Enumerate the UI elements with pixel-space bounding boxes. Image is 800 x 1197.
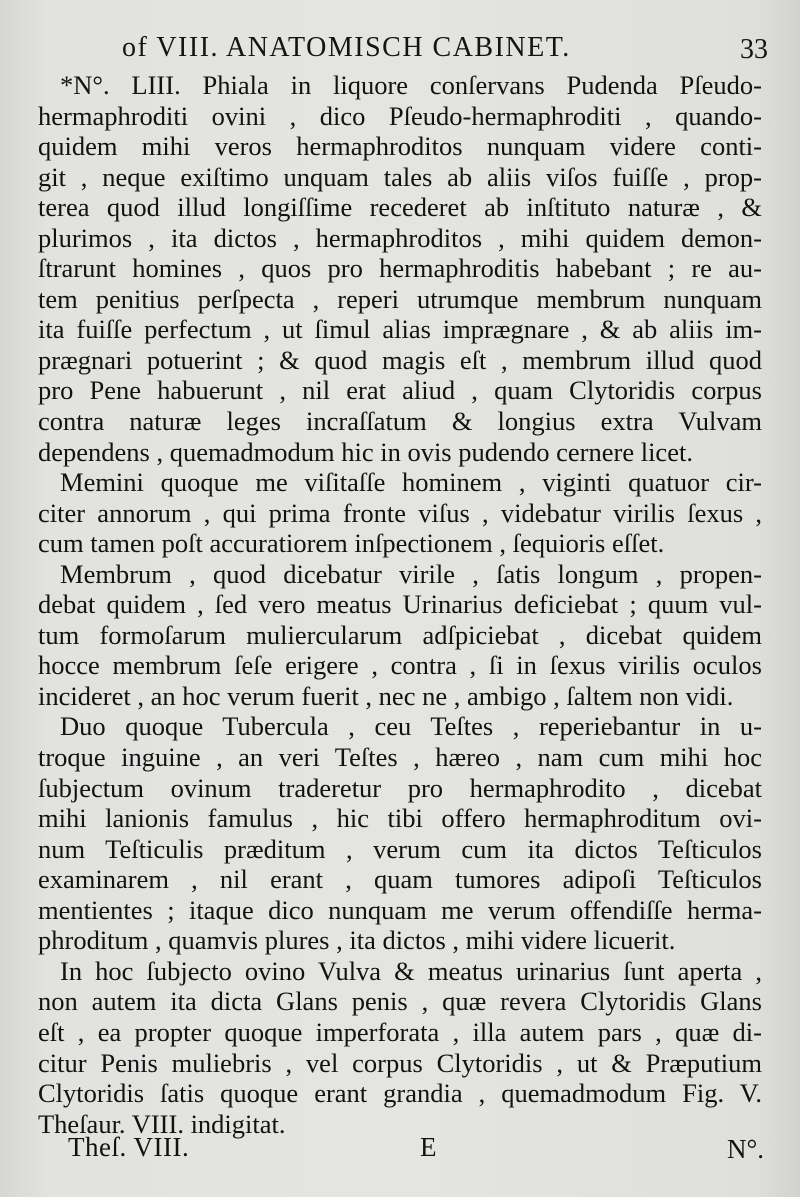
text-line: ſtrarunt homines , quos pro hermaphroditis habebant ; re au- xyxy=(38,253,762,284)
text-line: citur Penis muliebris , vel corpus Clytoridis , ut & Præputium xyxy=(38,1047,762,1078)
text-line: ita fuiſſe perfectum , ut ſimul alias imprægnare , & ab aliis im- xyxy=(38,314,762,345)
text-line: citer annorum , qui prima fronte viſus , videbatur virilis ſexus , xyxy=(38,497,762,528)
text-line: quidem mihi veros hermaphroditos nunquam videre conti- xyxy=(38,131,762,162)
text-line: plurimos , ita dictos , hermaphroditos , mihi quidem demon- xyxy=(38,222,762,253)
text-line: mihi lanionis famulus , hic tibi offero hermaphroditum ovi- xyxy=(38,803,762,834)
body-text xyxy=(38,70,762,1139)
page-footer xyxy=(68,1132,764,1172)
text-line: contra naturæ leges incraſſatum & longius extra Vulvam xyxy=(38,406,762,437)
text-line: In hoc ſubjecto ovino Vulva & meatus urinarius ſunt aperta , xyxy=(60,955,762,986)
text-line: incideret , an hoc verum fuerit , nec ne , ambigo , ſaltem non vidi. xyxy=(38,680,734,711)
text-line: terea quod illud longiſſime recederet ab inſtituto naturæ , & xyxy=(38,192,762,223)
text-line: phroditum , quamvis plures , ita dictos , mihi videre licuerit. xyxy=(38,925,676,956)
text-line: hocce membrum ſeſe erigere , contra , ſi in ſexus virilis oculos xyxy=(38,650,762,681)
text-line: ſubjectum ovinum traderetur pro hermaphrodito , dicebat xyxy=(38,772,762,803)
catchword: N°. xyxy=(726,1134,764,1164)
paragraph xyxy=(38,956,762,1139)
paragraph xyxy=(38,559,762,712)
text-line: cum tamen poſt accuratiorem inſpectionem , ſequioris eſſet. xyxy=(38,528,665,559)
text-line: *N°. LIII. Phiala in liquore conſervans Pudenda Pſeudo- xyxy=(60,70,762,100)
text-line: git , neque exiſtimo unquam tales ab aliis viſos fuiſſe , prop- xyxy=(38,161,762,192)
signature-line: Theſ. VIII. xyxy=(68,1132,190,1162)
text-line: Theſaur. VIII. indigitat. xyxy=(38,1108,286,1139)
text-line: troque inguine , an veri Teſtes , hæreo , nam cum mihi hoc xyxy=(38,742,762,773)
paragraph xyxy=(38,711,762,955)
signature-mark: E xyxy=(420,1132,437,1162)
text-line: hermaphroditi ovini , dico Pſeudo-hermaphroditi , quando- xyxy=(38,100,762,131)
text-line: debat quidem , ſed vero meatus Urinarius deficiebat ; quum vul- xyxy=(38,589,762,620)
text-line: Clytoridis ſatis quoque erant grandia , quemadmodum Fig. V. xyxy=(38,1078,762,1109)
text-line: prægnari potuerint ; & quod magis eſt , membrum illud quod xyxy=(38,344,762,375)
text-line: tum formoſarum muliercularum adſpiciebat , dicebat quidem xyxy=(38,619,762,650)
text-line: Duo quoque Tubercula , ceu Teſtes , reperiebantur in u- xyxy=(60,711,762,742)
text-line: dependens , quemadmodum hic in ovis pudendo cernere licet. xyxy=(38,436,693,467)
text-line: mentientes ; itaque dico nunquam me verum offendiſſe herma- xyxy=(38,894,762,925)
text-line: examinarem , nil erant , quam tumores adipoſi Teſticulos xyxy=(38,864,762,895)
text-line: num Teſticulis præditum , verum cum ita dictos Teſticulos xyxy=(38,833,762,864)
text-line: Membrum , quod dicebatur virile , ſatis longum , propen- xyxy=(60,558,762,589)
text-line: tem penitius perſpecta , reperi utrumque membrum nunquam xyxy=(38,283,762,314)
page-number: 33 xyxy=(740,34,768,65)
text-line: pro Pene habuerunt , nil erat aliud , quam Clytoridis corpus xyxy=(38,375,762,406)
paragraph xyxy=(38,467,762,559)
text-line: Memini quoque me viſitaſſe hominem , viginti quatuor cir- xyxy=(60,467,762,498)
page-header xyxy=(60,30,770,74)
text-line: eſt , ea propter quoque imperforata , illa autem pars , quæ di- xyxy=(38,1016,762,1047)
text-line: non autem ita dicta Glans penis , quæ revera Clytoridis Glans xyxy=(38,986,762,1017)
paragraph xyxy=(38,70,762,467)
running-title: of VIII. ANATOMISCH CABINET. xyxy=(122,32,571,63)
